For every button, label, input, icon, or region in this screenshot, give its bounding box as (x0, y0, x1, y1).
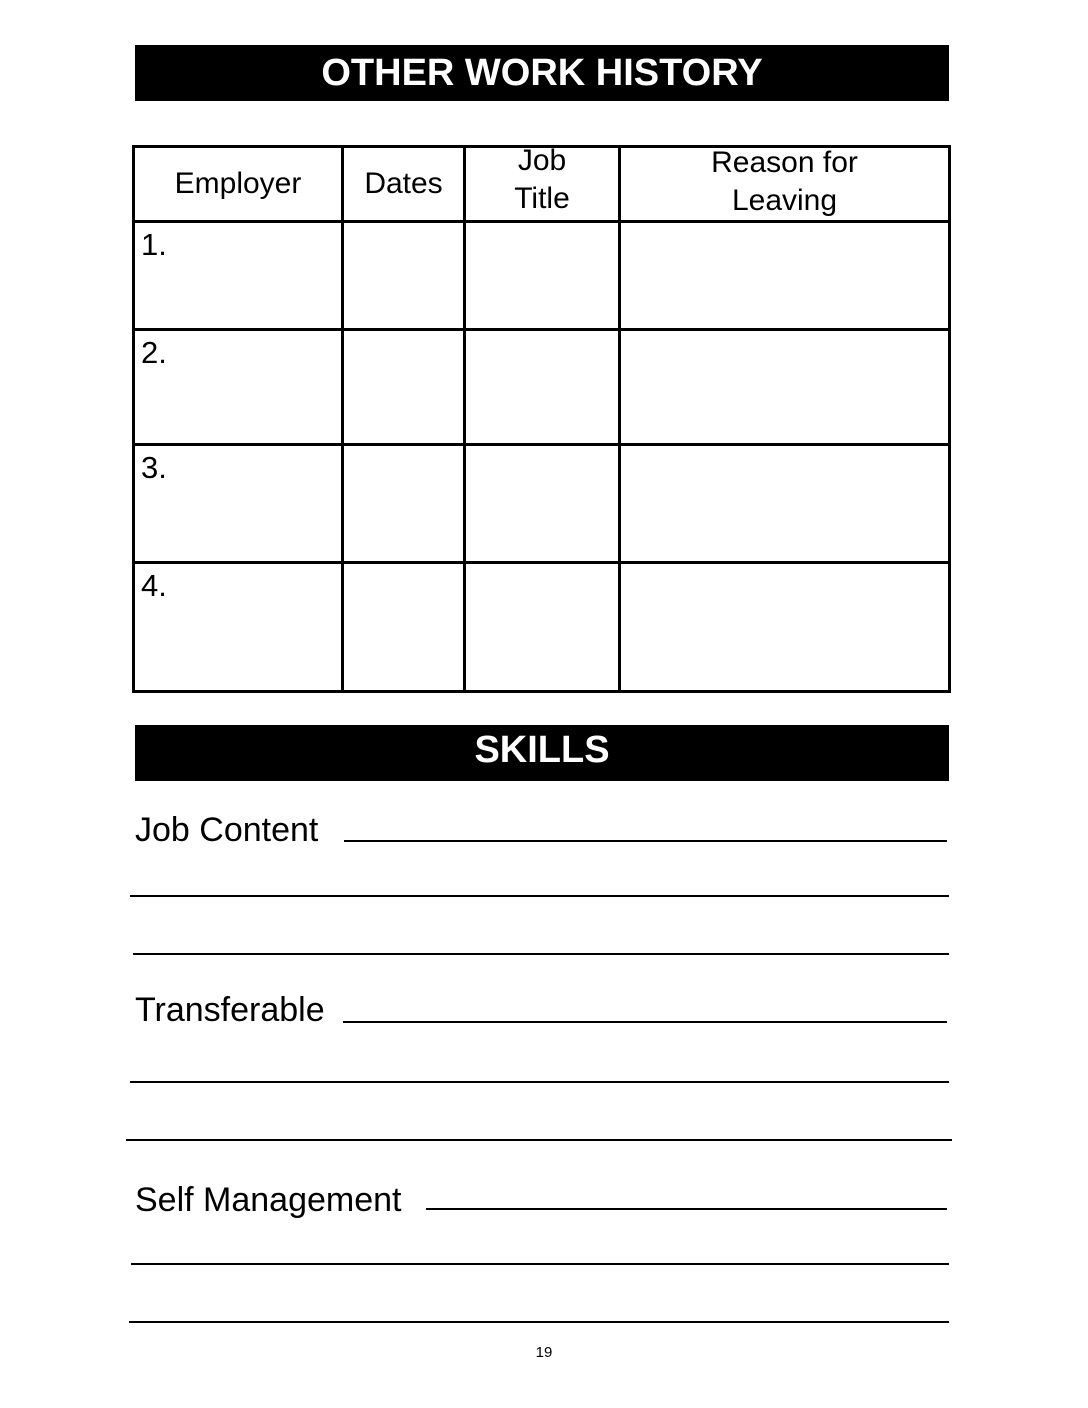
column-header-dates: Dates (343, 147, 465, 222)
reason-cell[interactable] (620, 563, 950, 692)
column-header-job-title: Job Title (465, 147, 620, 222)
column-header-employer: Employer (134, 147, 343, 222)
transferable-line-1[interactable] (343, 1021, 947, 1023)
reason-cell[interactable] (620, 330, 950, 445)
transferable-label: Transferable (135, 991, 325, 1029)
table-row (134, 445, 950, 563)
reason-cell[interactable] (620, 222, 950, 330)
table-row (134, 330, 950, 445)
dates-cell[interactable] (343, 222, 465, 330)
dates-cell[interactable] (343, 445, 465, 563)
row-number: 2. (141, 335, 167, 370)
employer-cell[interactable] (134, 222, 343, 330)
job-content-line-2[interactable] (130, 895, 949, 897)
job-content-line-3[interactable] (133, 953, 949, 955)
job-title-cell[interactable] (465, 222, 620, 330)
employer-cell[interactable] (134, 563, 343, 692)
transferable-line-2[interactable] (130, 1081, 949, 1083)
job-title-cell[interactable] (465, 563, 620, 692)
column-header-reason-for-leaving: Reason for Leaving (620, 147, 950, 222)
work-history-title: OTHER WORK HISTORY (135, 45, 949, 101)
row-number: 1. (141, 227, 167, 262)
reason-cell[interactable] (620, 445, 950, 563)
self-management-line-2[interactable] (131, 1263, 949, 1265)
table-row (134, 222, 950, 330)
table-header-row (134, 147, 950, 222)
self-management-line-3[interactable] (129, 1321, 949, 1323)
work-history-table (132, 145, 951, 693)
skills-title: SKILLS (135, 725, 949, 781)
row-number: 3. (141, 450, 167, 485)
page-number: 19 (535, 1344, 553, 1361)
dates-cell[interactable] (343, 330, 465, 445)
job-content-line-1[interactable] (344, 840, 947, 842)
transferable-line-3[interactable] (126, 1139, 952, 1141)
self-management-line-1[interactable] (426, 1208, 947, 1210)
self-management-label: Self Management (135, 1181, 402, 1219)
dates-cell[interactable] (343, 563, 465, 692)
job-title-cell[interactable] (465, 330, 620, 445)
job-content-label: Job Content (135, 811, 319, 849)
table-row (134, 563, 950, 692)
job-title-cell[interactable] (465, 445, 620, 563)
row-number: 4. (141, 568, 167, 603)
employer-cell[interactable] (134, 330, 343, 445)
employer-cell[interactable] (134, 445, 343, 563)
